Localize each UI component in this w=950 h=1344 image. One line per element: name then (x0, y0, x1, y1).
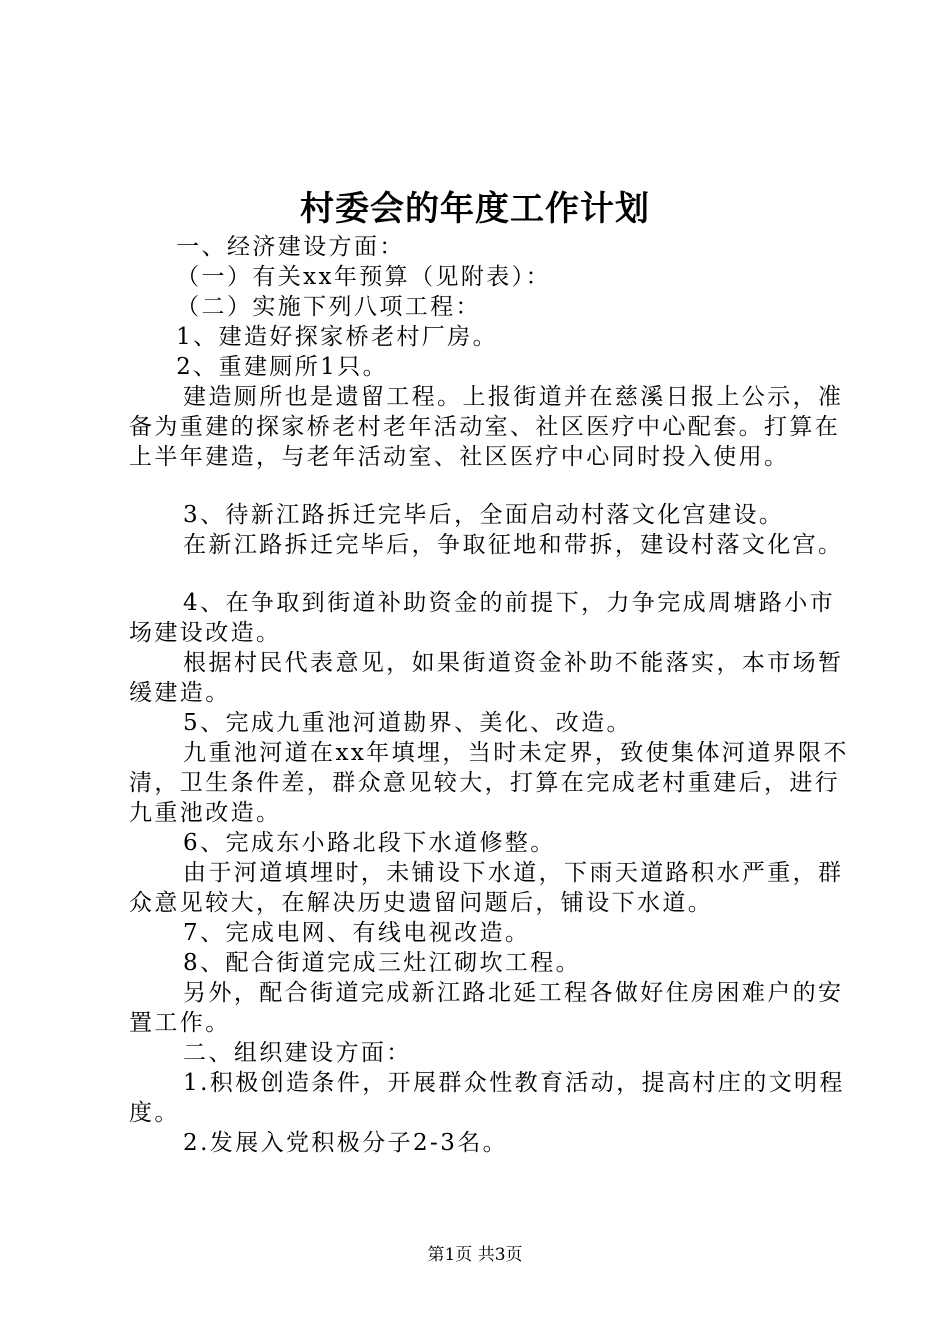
paragraph: （一）有关xx年预算（见附表）： (176, 264, 551, 290)
document-title: 村委会的年度工作计划 (300, 189, 650, 229)
paragraph: 另外，配合街道完成新江路北延工程各做好住房困难户的安置工作。 (129, 980, 844, 1036)
page-footer: 第1页 共3页 (427, 1245, 523, 1265)
paragraph: 5、完成九重池河道勘界、美化、改造。 (183, 710, 632, 736)
paragraph: 6、完成东小路北段下水道修整。 (183, 830, 556, 856)
document-body (129, 232, 851, 1158)
paragraph: 在新江路拆迁完毕后，争取征地和带拆，建设村落文化宫。 (183, 532, 844, 558)
paragraph: 1、建造好探家桥老村厂房。 (176, 324, 498, 350)
section-heading: 二、组织建设方面： (183, 1040, 412, 1066)
paragraph: 九重池河道在xx年填埋，当时未定界，致使集体河道界限不清，卫生条件差，群众意见较大，打算在完成老村重建后，进行九重池改造。 (129, 740, 849, 826)
paragraph: 建造厕所也是遗留工程。上报街道并在慈溪日报上公示，准备为重建的探家桥老村老年活动室、社区医疗中心配套。打算在上半年建造，与老年活动室、社区医疗中心同时投入使用。 (129, 384, 844, 470)
paragraph: 2、重建厕所1只。 (176, 354, 389, 380)
paragraph: 7、完成电网、有线电视改造。 (183, 920, 531, 946)
paragraph: 根据村民代表意见，如果街道资金补助不能落实，本市场暂缓建造。 (129, 650, 844, 706)
paragraph: 由于河道填埋时，未铺设下水道，下雨天道路积水严重，群众意见较大，在解决历史遗留问题后，铺设下水道。 (129, 860, 844, 916)
paragraph: 1.积极创造条件，开展群众性教育活动，提高村庄的文明程度。 (129, 1070, 845, 1126)
paragraph: 4、在争取到街道补助资金的前提下，力争完成周塘路小市场建设改造。 (129, 590, 836, 646)
paragraph: 8、配合街道完成三灶江砌坎工程。 (183, 950, 582, 976)
paragraph: 3、待新江路拆迁完毕后，全面启动村落文化宫建设。 (183, 502, 785, 528)
paragraph: （二）实施下列八项工程： (176, 294, 481, 320)
paragraph: 一、经济建设方面： (176, 234, 405, 260)
paragraph: 2.发展入党积极分子2-3名。 (183, 1130, 509, 1156)
